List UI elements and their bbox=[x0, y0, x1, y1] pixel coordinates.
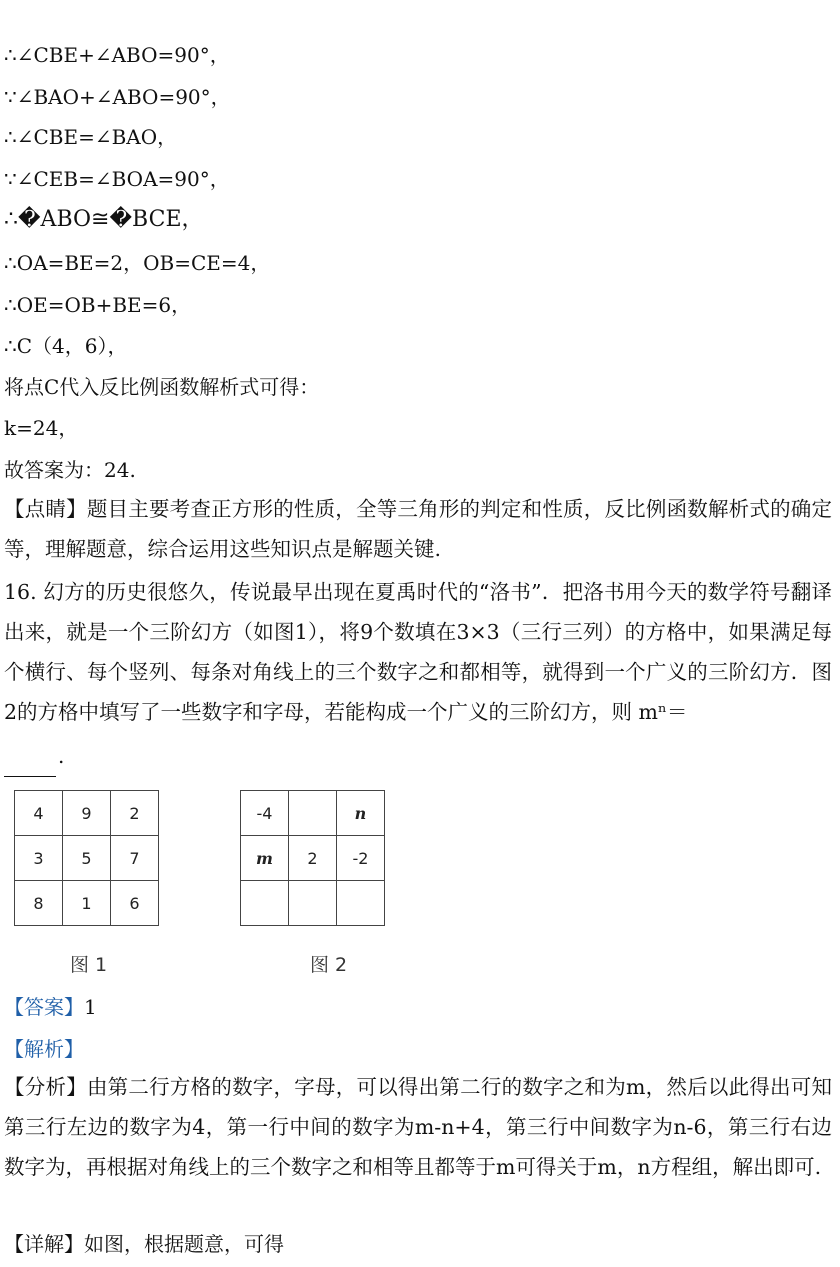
grid-cell: n bbox=[337, 791, 385, 836]
answer-tag: 【答案】 bbox=[4, 995, 84, 1019]
grid-cell: 3 bbox=[15, 836, 63, 881]
detail-tag: 【详解】 bbox=[4, 1232, 84, 1256]
comment-tag: 【点睛】 bbox=[4, 497, 87, 521]
grid-cell: -4 bbox=[241, 791, 289, 836]
proof-line: 故答案为：24. bbox=[4, 458, 136, 482]
comment-text: 题目主要考查正方形的性质，全等三角形的判定和性质，反比例函数解析式的确定等，理解题意，综合运用这些知识点是解题关键. bbox=[4, 497, 833, 561]
comment-paragraph bbox=[4, 489, 832, 569]
magic-square-figure-2 bbox=[240, 790, 385, 926]
proof-line: ∵∠CEB=∠BOA=90°， bbox=[4, 167, 230, 191]
grid-cell: 9 bbox=[63, 791, 111, 836]
question-paragraph: 16. 幻方的历史很悠久，传说最早出现在夏禹时代的“洛书”．把洛书用今天的数学符号翻译出来，就是一个三阶幻方（如图1），将9个数填在3×3（三行三列）的方格中，如果满足每个横行、每个竖列、每条对角线上的三个数字之和都相等，就得到一个广义的三阶幻方．图2的方格中填写了一些数字和字母，若能构成一个广义的三阶幻方，则 mⁿ＝ bbox=[4, 580, 832, 724]
detail-text: 如图，根据题意，可得 bbox=[84, 1232, 284, 1256]
answer-line bbox=[4, 994, 97, 1020]
grid-cell: m bbox=[241, 836, 289, 881]
analysis-tag: 【分析】 bbox=[4, 1075, 87, 1099]
proof-line: k=24， bbox=[4, 416, 79, 440]
grid-cell: 4 bbox=[15, 791, 63, 836]
proof-line: 将点C代入反比例函数解析式可得： bbox=[4, 375, 320, 399]
proof-line: ∴∠CBE+∠ABO=90°， bbox=[4, 43, 230, 67]
analysis-text: 由第二行方格的数字，字母，可以得出第二行的数字之和为m，然后以此得出可知第三行左边的数字为4，第一行中间的数字为m-n+4，第三行中间数字为n-6，第三行右边数字为，再根据对角线上的三个数字之和相等且都等于m可得关于m，n方程组，解出即可. bbox=[4, 1075, 833, 1179]
detail-line bbox=[4, 1231, 284, 1257]
proof-line: ∴OE=OB+BE=6， bbox=[4, 293, 192, 317]
grid-cell bbox=[289, 791, 337, 836]
magic-square-figure-1 bbox=[14, 790, 159, 926]
proof-line: ∵∠BAO+∠ABO=90°， bbox=[4, 85, 231, 109]
grid-cell: 1 bbox=[63, 881, 111, 926]
answer-value: 1 bbox=[84, 995, 97, 1019]
grid-cell bbox=[337, 881, 385, 926]
proof-line: ∴OA=BE=2，OB=CE=4， bbox=[4, 251, 271, 275]
grid-cell: 5 bbox=[63, 836, 111, 881]
figure-2-caption: 图 2 bbox=[310, 954, 348, 976]
grid-cell bbox=[241, 881, 289, 926]
answer-blank bbox=[4, 754, 56, 777]
grid-cell: -2 bbox=[337, 836, 385, 881]
grid-cell: 8 bbox=[15, 881, 63, 926]
figure-1-caption: 图 1 bbox=[70, 954, 108, 976]
grid-cell: 2 bbox=[289, 836, 337, 881]
grid-cell bbox=[289, 881, 337, 926]
proof-line: ∴∠CBE=∠BAO， bbox=[4, 125, 178, 149]
analysis-paragraph bbox=[4, 1067, 832, 1187]
proof-line: ∴C（4，6）， bbox=[4, 334, 128, 358]
grid-cell: 7 bbox=[111, 836, 159, 881]
proof-line: ∴�ABO≅�BCE， bbox=[4, 207, 204, 232]
grid-cell: 2 bbox=[111, 791, 159, 836]
question-end: . bbox=[58, 744, 65, 768]
analysis-heading: 【解析】 bbox=[4, 1037, 84, 1061]
grid-cell: 6 bbox=[111, 881, 159, 926]
